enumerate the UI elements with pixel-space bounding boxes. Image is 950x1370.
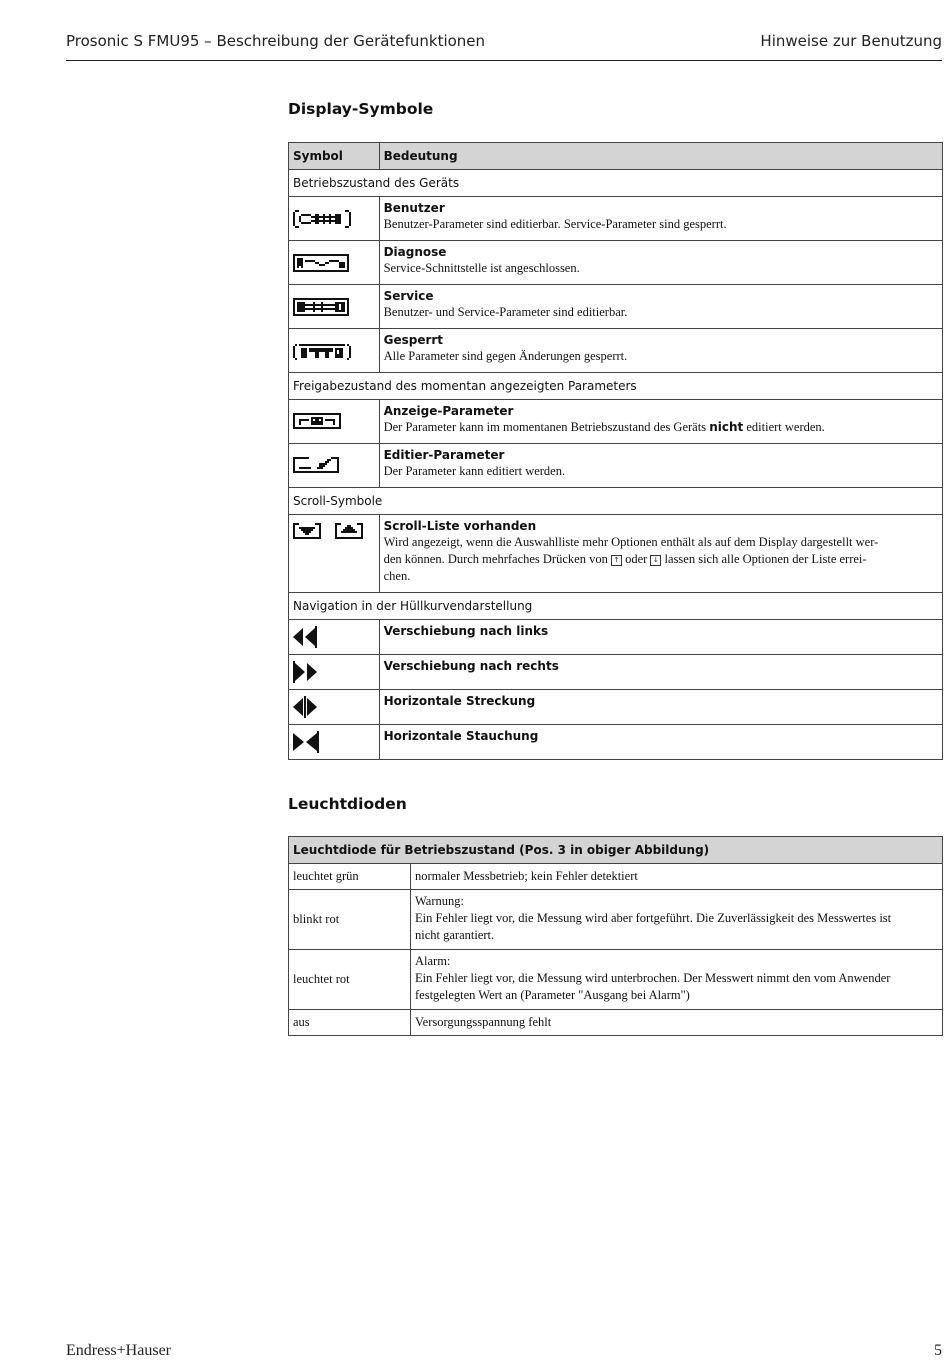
- scroll-down-icon: [293, 523, 321, 539]
- header-section-title: Hinweise zur Benutzung: [760, 32, 942, 50]
- led-desc-blink-red: Warnung: Ein Fehler liegt vor, die Messung wird aber fortgeführt. Die Zuverlässigkeit des Messwertes ist nicht garantiert.: [411, 890, 943, 950]
- scroll-list-desc: Wird angezeigt, wenn die Auswahlliste mehr Optionen enthält als auf dem Display dargestellt wer- den können. Durch mehrfaches Drücken von ↑ oder ↓ lassen sich alle Optionen der Liste errei- chen.: [383, 535, 879, 583]
- lcd-edit-parameter-icon: [289, 444, 380, 488]
- scroll-list-title: Scroll-Liste vorhanden: [383, 519, 537, 533]
- shift-left-icon: [289, 620, 380, 655]
- display-symbols-table: [288, 142, 943, 760]
- state-diagnosis-title: Diagnose: [383, 245, 447, 259]
- key-up-icon: ↑: [611, 555, 622, 566]
- scroll-symbols-cell: [289, 515, 380, 593]
- lcd-locked-icon: [289, 329, 380, 373]
- lcd-service-icon: [289, 285, 380, 329]
- footer-brand: Endress+Hauser: [66, 1342, 171, 1359]
- shift-right-icon: [289, 655, 380, 690]
- compress-icon: [289, 725, 380, 760]
- state-service-title: Service: [383, 289, 434, 303]
- nav-compress-title: Horizontale Stauchung: [383, 729, 539, 743]
- led-desc-red: Alarm: Ein Fehler liegt vor, die Messung wird unterbrochen. Der Messwert nimmt den vom Anwender festgelegten Wert an (Parameter "Ausgang bei Alarm"): [411, 950, 943, 1010]
- state-service-desc: Benutzer- und Service-Parameter sind editierbar.: [383, 305, 628, 319]
- scroll-up-icon: [335, 523, 363, 539]
- display-parameter-title: Anzeige-Parameter: [383, 404, 514, 418]
- led-desc-green: normaler Messbetrieb; kein Fehler detektiert: [411, 864, 943, 890]
- led-state-blink-red: blinkt rot: [289, 890, 411, 950]
- header-document-title: Prosonic S FMU95 – Beschreibung der Gerätefunktionen: [66, 32, 486, 50]
- group-device-state: Betriebszustand des Geräts: [289, 170, 943, 197]
- lcd-user-icon: [289, 197, 380, 241]
- led-state-off: aus: [289, 1010, 411, 1036]
- lcd-diagnosis-icon: [289, 241, 380, 285]
- group-parameter-release: Freigabezustand des momentan angezeigten Parameters: [289, 373, 943, 400]
- edit-parameter-title: Editier-Parameter: [383, 448, 505, 462]
- leds-heading: Leuchtdioden: [288, 795, 407, 813]
- display-parameter-desc: Der Parameter kann im momentanen Betriebszustand des Geräts nicht editiert werden.: [383, 420, 825, 434]
- page-header: [66, 30, 942, 61]
- led-state-green: leuchtet grün: [289, 864, 411, 890]
- col-meaning-header: Bedeutung: [379, 143, 942, 170]
- group-envelope-navigation: Navigation in der Hüllkurvendarstellung: [289, 593, 943, 620]
- key-down-icon: ↓: [650, 555, 661, 566]
- nav-stretch-title: Horizontale Streckung: [383, 694, 536, 708]
- display-symbols-heading: Display-Symbole: [288, 100, 434, 118]
- state-user-title: Benutzer: [383, 201, 445, 215]
- state-diagnosis-desc: Service-Schnittstelle ist angeschlossen.: [383, 261, 580, 275]
- leds-table-header: Leuchtdiode für Betriebszustand (Pos. 3 in obiger Abbildung): [289, 837, 943, 864]
- nav-shift-right-title: Verschiebung nach rechts: [383, 659, 559, 673]
- nav-shift-left-title: Verschiebung nach links: [383, 624, 549, 638]
- edit-parameter-desc: Der Parameter kann editiert werden.: [383, 464, 566, 478]
- footer-page-number: 5: [934, 1342, 942, 1359]
- lcd-display-parameter-icon: [289, 400, 380, 444]
- col-symbol-header: Symbol: [289, 143, 380, 170]
- stretch-icon: [289, 690, 380, 725]
- led-state-red: leuchtet rot: [289, 950, 411, 1010]
- state-user-desc: Benutzer-Parameter sind editierbar. Service-Parameter sind gesperrt.: [383, 217, 727, 231]
- state-locked-title: Gesperrt: [383, 333, 444, 347]
- led-desc-off: Versorgungsspannung fehlt: [411, 1010, 943, 1036]
- leds-table: [288, 836, 943, 1036]
- group-scroll-symbols: Scroll-Symbole: [289, 488, 943, 515]
- state-locked-desc: Alle Parameter sind gegen Änderungen gesperrt.: [383, 349, 628, 363]
